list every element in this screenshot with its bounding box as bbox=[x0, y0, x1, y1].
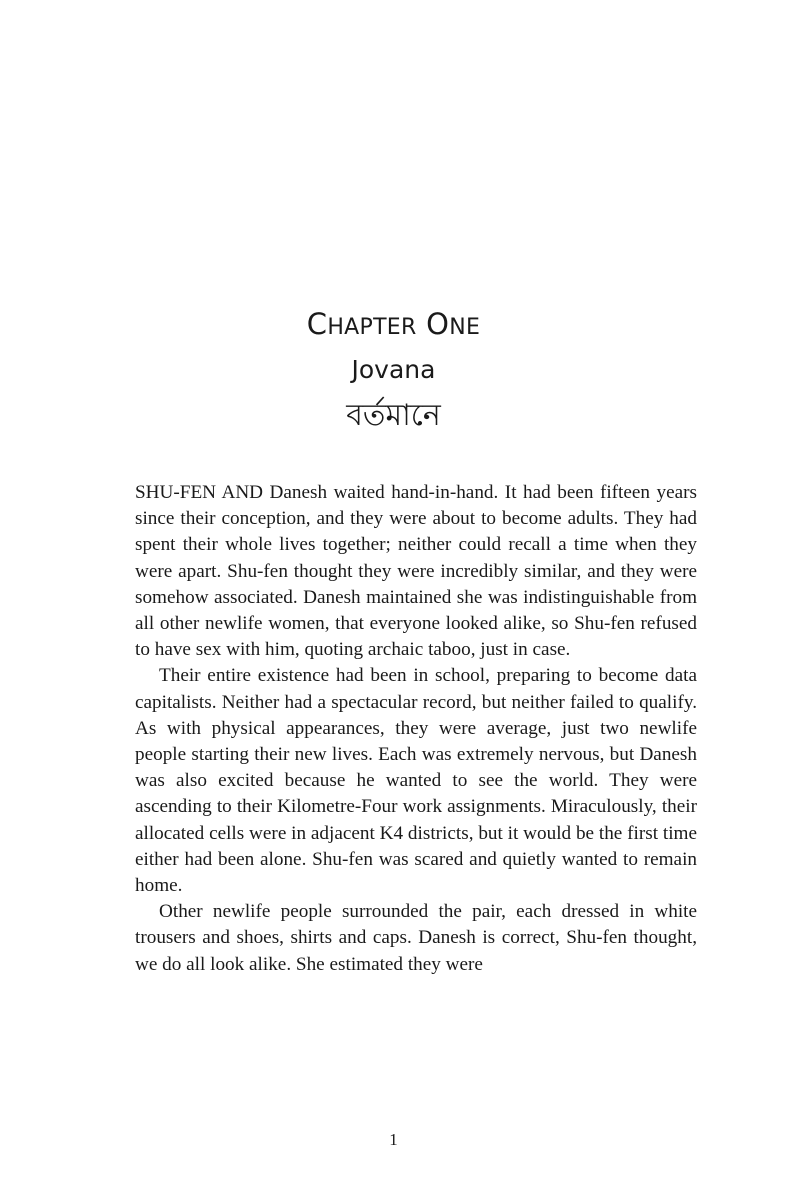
chapter-title bbox=[0, 304, 787, 348]
chapter-subtitle: Jovana bbox=[351, 355, 436, 384]
chapter-title-initial-1: C bbox=[306, 307, 328, 341]
chapter-title-rest-1: HAPTER bbox=[327, 315, 417, 340]
paragraph-2: Their entire existence had been in school, preparing to become data capitalists. Neither had a spectacular record, but neither failed to qualify. As with physical appearances, they were average, just two newlife people starting their new lives. Each was extremely nervous, but Danesh was also excited because he wanted to see the world. They were ascending to their Kilometre-Four work assignments. Miraculously, their allocated cells were in adjacent K4 districts, but it would be the first time either had been alone. Shu-fen was scared and quietly wanted to remain home. bbox=[135, 665, 697, 897]
body-text bbox=[135, 480, 697, 978]
chapter-title-rest-2: NE bbox=[449, 315, 481, 340]
chapter-bengali-subtitle: বর্তমানে bbox=[346, 398, 441, 433]
chapter-heading bbox=[0, 304, 787, 438]
chapter-title-initial-2: O bbox=[426, 307, 450, 341]
paragraph-1: SHU-FEN AND Danesh waited hand-in-hand. It had been fifteen years since their conception, and they were about to become adults. They had spent their whole lives together; neither could recall a time when they were apart. Shu-fen thought they were incredibly similar, and they were somehow associated. Danesh maintained she was indistinguishable from all other newlife women, that everyone looked alike, so Shu-fen refused to have sex with him, quoting archaic taboo, just in case. bbox=[135, 482, 697, 661]
paragraph-3: Other newlife people surrounded the pair, each dressed in white trousers and shoes, shirts and caps. Danesh is correct, Shu-fen thought, we do all look alike. She estimated they were bbox=[135, 901, 697, 975]
page-number: 1 bbox=[389, 1130, 398, 1149]
